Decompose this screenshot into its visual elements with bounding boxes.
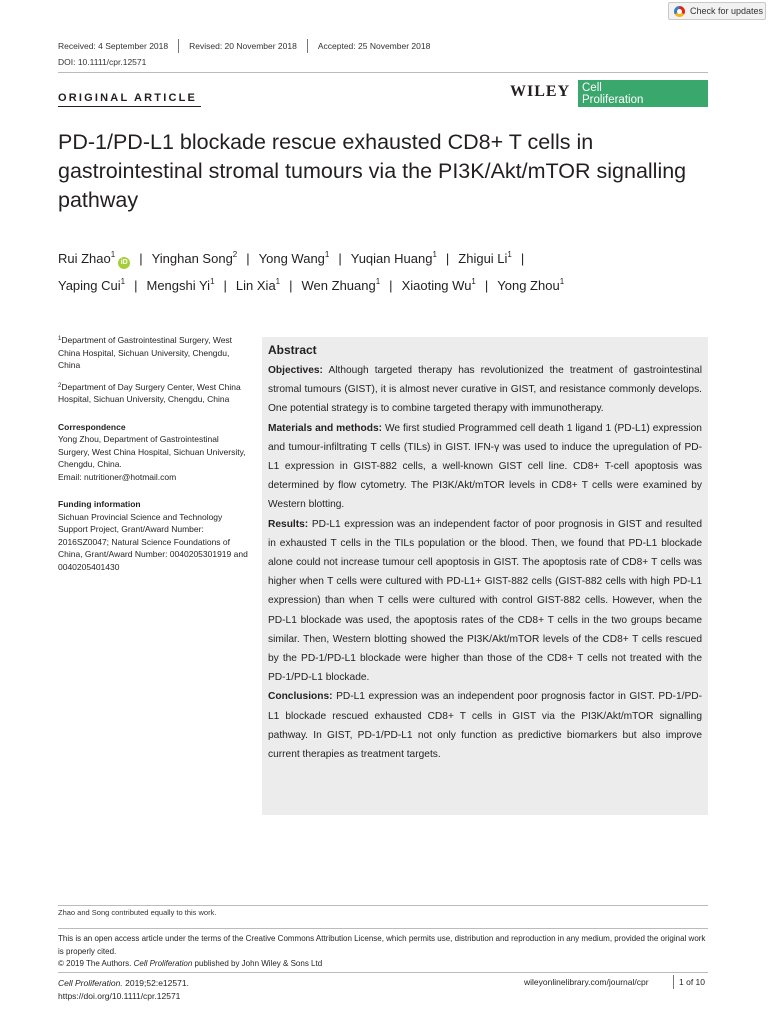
author-name: Yaping Cui (58, 278, 121, 293)
journal-name-line1: Cell (582, 82, 602, 94)
correspondence-email[interactable]: Email: nutritioner@hotmail.com (58, 471, 177, 482)
author-name: Yong Zhou (497, 278, 560, 293)
abstract-section-label: Results: (268, 518, 309, 530)
correspondence-text: Yong Zhou, Department of Gastrointestinal Surgery, West China Hospital, Sichuan University, Chengdu, China. (58, 434, 246, 469)
citation-journal: Cell Proliferation. (58, 978, 123, 988)
author-separator: | (445, 251, 450, 266)
funding (58, 498, 248, 573)
author-affiliation-number: 1 (120, 277, 126, 286)
affiliation (58, 381, 248, 406)
abstract-section-label: Materials and methods: (268, 422, 383, 434)
abstract-section-label: Objectives: (268, 365, 323, 376)
affiliation (58, 334, 248, 372)
abstract-section-label: Conclusions: (268, 691, 333, 703)
author-separator: | (520, 251, 525, 266)
abstract-section-text: PD-L1 expression was an independent poor prognosis factor in GIST. PD-1/PD-L1 blockade rescued exhausted CD8+ T cells in GIST via the PI3K/Akt/mTOR signalling pathway. In GIST, PD-1/PD-L1 not only function as predictive biomarkers but also improve current therapies as treatment targets. (268, 691, 702, 761)
journal-website-link[interactable]: wileyonlinelibrary.com/journal/cpr (524, 977, 649, 987)
author-affiliation-number: 1 (110, 250, 116, 259)
author-name: Yong Wang (258, 251, 325, 266)
license-notice (58, 933, 708, 971)
affiliation-text: Department of Day Surgery Center, West China Hospital, Sichuan University, Chengdu, China (58, 381, 241, 404)
author-affiliation-number: 1 (559, 277, 565, 286)
author-name: Rui Zhao (58, 251, 111, 266)
citation-line (58, 977, 189, 990)
check-for-updates-button[interactable] (668, 2, 766, 20)
author-separator: | (246, 251, 250, 266)
bottom-rule (58, 972, 708, 973)
author-affiliation-number: 1 (375, 277, 381, 286)
author-affiliation-number: 1 (275, 277, 281, 286)
abstract-section (268, 361, 702, 419)
author-name: Mengshi Yi (146, 278, 211, 293)
equal-contribution-note: Zhao and Song contributed equally to this work. (58, 908, 217, 917)
abstract-section-text: Although targeted therapy has revolutionized the treatment of gastrointestinal stromal tumours (GIST), it is almost never curative in GIST, and resistance commonly develops. One potential strategy is to combine targeted therapy with immunotherapy. (268, 365, 702, 415)
copyright-suffix: published by John Wiley & Sons Ltd (194, 959, 323, 968)
accepted-date: Accepted: 25 November 2018 (317, 41, 431, 51)
author-affiliation-number: 1 (432, 250, 437, 259)
citation-volume: 2019;52:e12571. (125, 978, 189, 988)
page-number: 1 of 10 (679, 977, 705, 987)
license-text: This is an open access article under the terms of the Creative Commons Attribution License, which permits use, distribution and reproduction in any medium, provided the original work is properly cited. (58, 934, 706, 956)
journal-name-line2: Proliferation (582, 94, 644, 106)
correspondence-heading: Correspondence (58, 421, 126, 432)
abstract-section (268, 687, 702, 764)
doi[interactable]: DOI: 10.1111/cpr.12571 (58, 57, 147, 67)
publisher-logo[interactable]: WILEY (510, 83, 571, 100)
article-type: ORIGINAL ARTICLE (58, 92, 198, 104)
author-separator: | (139, 251, 143, 266)
copyright-prefix: © 2019 The Authors. (58, 959, 132, 968)
author[interactable] (497, 278, 564, 293)
author-affiliation-number: 2 (232, 250, 238, 259)
date-divider (307, 39, 308, 53)
article-type-underline (58, 106, 201, 107)
funding-heading: Funding information (58, 499, 141, 509)
citation-doi-link[interactable]: https://doi.org/10.1111/cpr.12571 (58, 991, 181, 1001)
author-separator: | (389, 278, 393, 293)
author-list (58, 245, 718, 299)
author-name: Yinghan Song (151, 251, 233, 266)
author[interactable] (58, 278, 125, 293)
author-name: Lin Xia (235, 278, 276, 293)
author[interactable] (458, 251, 512, 266)
abstract-section-text: We first studied Programmed cell death 1 ligand 1 (PD-L1) expression and tumour-infiltrating T cells (TILs) in GIST. IFN-γ was used to induce the upregulation of PD-L1 expression in GIST-882 cells, a well-known GIST cell line. CD8+ T-cell apoptosis was determined by flow cytometry. The PI3K/Akt/mTOR levels in CD8+ T cells were examined by Western blotting. (268, 422, 702, 511)
author-name: Zhigui Li (458, 251, 508, 266)
affiliation-number: 1 (58, 336, 62, 342)
author-name: Wen Zhuang (301, 278, 376, 293)
copyright-line (58, 958, 708, 971)
affiliation-text: Department of Gastrointestinal Surgery, West China Hospital, Sichuan University, Chengdu, China (58, 335, 233, 370)
date-divider (178, 39, 179, 53)
funding-text: Sichuan Provincial Science and Technology Support Project, Grant/Award Number: 2016SZ0047; Natural Science Foundations of China, Grant/Award Number: 0040205301919 and 0040205401430 (58, 511, 248, 572)
author[interactable] (351, 251, 437, 266)
abstract-section (268, 419, 702, 515)
author-separator: | (289, 278, 293, 293)
author-separator: | (484, 278, 489, 293)
author[interactable] (402, 278, 476, 293)
author-affiliation-number: 1 (324, 250, 330, 259)
check-for-updates-label: Check for updates (690, 6, 764, 16)
author-affiliation-number: 1 (471, 277, 476, 286)
copyright-journal: Cell Proliferation (133, 959, 193, 968)
author-separator: | (134, 278, 138, 293)
author-affiliation-number: 1 (507, 250, 512, 259)
header-rule (58, 72, 708, 73)
article-title: PD-1/PD-L1 blockade rescue exhausted CD8+ T cells in gastrointestinal stromal tumours via the PI3K/Akt/mTOR signalling pathway (58, 130, 687, 212)
author-name: Xiaoting Wu (401, 278, 472, 293)
affiliation-number: 2 (58, 382, 62, 389)
author[interactable] (58, 251, 130, 266)
author[interactable] (302, 278, 381, 293)
citation (58, 977, 189, 1003)
article-dates (58, 39, 430, 53)
author-affiliation-number: 1 (210, 277, 215, 286)
correspondence (58, 421, 248, 484)
journal-logo[interactable] (578, 80, 708, 107)
author-name: Yuqian Huang (350, 251, 433, 266)
crossmark-icon (674, 6, 685, 17)
author[interactable] (259, 251, 330, 266)
author[interactable] (236, 278, 280, 293)
orcid-icon[interactable]: iD (118, 257, 130, 269)
abstract-section-text: PD-L1 expression was an independent factor of poor prognosis in GIST and resulted in exhausted T cells in the TILs population or the blood. Then, we found that PD-L1 blockade alone could not increase tumour cell apoptosis in GIST. The apoptosis rate of CD8+ T cells was higher when T cells were cultured with PD-L1+ GIST-882 cells (GIST-882 cells with high PD-L1 expression) than when T cells were cultured with control GIST-882 cells. However, when the PD-L1 blockade was used, the apoptosis rates of the CD8+ T cells in the two groups became similar. Then, Western blotting showed the PI3K/Akt/mTOR levels of the CD8+ T cells rescued by the PD-1/PD-L1 blockade were higher than those of the CD8+ T cells not treated with the PD-1/PD-L1 blockade. (268, 518, 702, 684)
author[interactable] (146, 278, 214, 293)
author[interactable] (152, 251, 238, 266)
abstract-box (262, 337, 708, 815)
revised-date: Revised: 20 November 2018 (189, 41, 297, 51)
author-separator: | (223, 278, 227, 293)
article-info-sidebar (58, 334, 248, 582)
footnote-rule (58, 905, 708, 906)
abstract-section (268, 515, 702, 688)
page-divider (673, 975, 674, 989)
license-rule (58, 928, 708, 929)
author-separator: | (338, 251, 342, 266)
abstract-heading: Abstract (268, 343, 317, 357)
received-date: Received: 4 September 2018 (58, 41, 169, 51)
